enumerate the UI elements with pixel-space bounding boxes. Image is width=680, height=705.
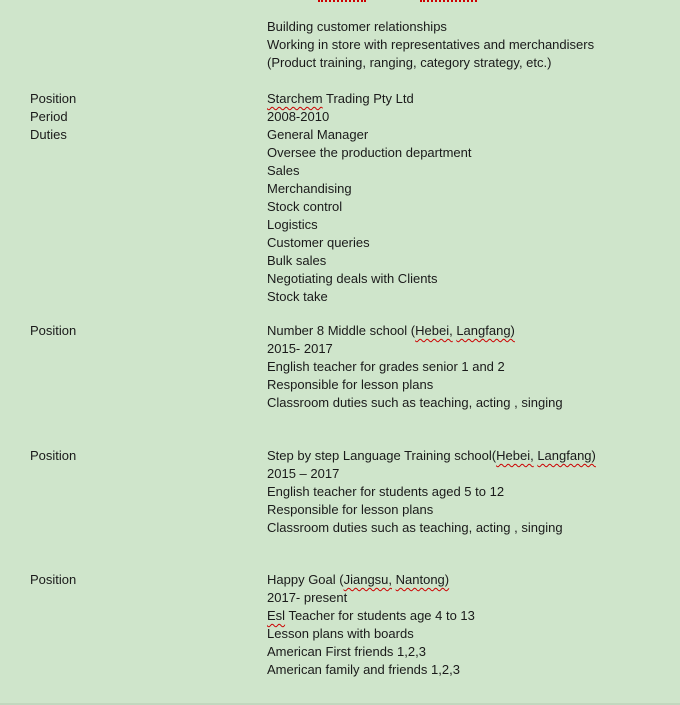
label-spacer: [0, 661, 267, 679]
duty-text: Working in store with representatives and merchandisers: [267, 37, 595, 52]
label-spacer: [0, 270, 267, 288]
resume-line: [0, 376, 680, 394]
duty-text: Responsible for lesson plans: [267, 502, 434, 517]
company-name: [267, 90, 414, 108]
misspelled-word: Langfang): [537, 448, 596, 463]
resume-line: [0, 643, 680, 661]
section-duties-continuation: [0, 18, 680, 72]
duty-text: Negotiating deals with Clients: [267, 271, 438, 286]
resume-line: [0, 288, 680, 306]
label-spacer: [0, 501, 267, 519]
label-spacer: [0, 234, 267, 252]
duty-text: Responsible for lesson plans: [267, 377, 434, 392]
period-text: 2017- present: [267, 590, 348, 605]
section-starchem-trading: [0, 90, 680, 306]
resume-line: [0, 234, 680, 252]
resume-line: [0, 340, 680, 358]
field-label-position: Position: [30, 448, 77, 463]
field-label-position: Position: [30, 91, 77, 106]
duty-text: Stock control: [267, 199, 343, 214]
resume-line: [0, 126, 680, 144]
resume-line: [0, 501, 680, 519]
school-name-text: Step by step Language Training school(: [267, 448, 497, 463]
section-number8-middle-school: [0, 322, 680, 412]
label-spacer: [0, 288, 267, 306]
field-label-position: Position: [30, 323, 77, 338]
resume-line: [0, 18, 680, 36]
resume-line: [0, 108, 680, 126]
duty-text: English teacher for students aged 5 to 12: [267, 484, 505, 499]
label-spacer: [0, 519, 267, 537]
misspelled-word: Jiangsu,: [343, 572, 393, 587]
misspelled-word: Starchem: [267, 91, 323, 106]
duty-text: English teacher for grades senior 1 and 2: [267, 359, 505, 374]
resume-line: [0, 216, 680, 234]
section-happy-goal: [0, 571, 680, 679]
duty-text: Logistics: [267, 217, 318, 232]
resume-line: [0, 54, 680, 72]
duty-text: Bulk sales: [267, 253, 327, 268]
company-name-rest: Trading Pty Ltd: [322, 91, 414, 106]
job-title: General Manager: [267, 127, 369, 142]
resume-line: [0, 465, 680, 483]
duty-text: Sales: [267, 163, 300, 178]
school-name-text: Happy Goal (: [267, 572, 344, 587]
label-spacer: [0, 394, 267, 412]
duty-text: Merchandising: [267, 181, 352, 196]
resume-line: [0, 607, 680, 625]
spellcheck-squiggle-fragment: [420, 0, 477, 2]
duty-text: Lesson plans with boards: [267, 626, 414, 641]
resume-line: [0, 571, 680, 589]
label-spacer: [0, 216, 267, 234]
resume-line: [0, 519, 680, 537]
school-name-text: Number 8 Middle school (: [267, 323, 416, 338]
job-title: [267, 607, 475, 625]
resume-line: [0, 483, 680, 501]
resume-line: [0, 252, 680, 270]
resume-line: [0, 394, 680, 412]
label-spacer: [0, 198, 267, 216]
duty-text: Stock take: [267, 289, 328, 304]
duty-text: American First friends 1,2,3: [267, 644, 426, 659]
resume-line: [0, 198, 680, 216]
label-spacer: [0, 180, 267, 198]
label-spacer: [0, 54, 267, 72]
label-spacer: [0, 643, 267, 661]
school-name: [267, 322, 515, 340]
field-label-period: Period: [30, 109, 68, 124]
duty-text: Classroom duties such as teaching, acting , singing: [267, 395, 563, 410]
resume-line: [0, 270, 680, 288]
period-text: 2015 – 2017: [267, 466, 340, 481]
label-spacer: [0, 18, 267, 36]
label-spacer: [0, 625, 267, 643]
label-spacer: [0, 483, 267, 501]
period-text: 2008-2010: [267, 109, 330, 124]
misspelled-word: Hebei,: [415, 323, 453, 338]
misspelled-word: Nantong): [395, 572, 450, 587]
resume-line: [0, 447, 680, 465]
spellcheck-squiggle-fragment: [318, 0, 366, 2]
label-spacer: [0, 36, 267, 54]
misspelled-word: Langfang): [456, 323, 515, 338]
label-spacer: [0, 252, 267, 270]
resume-line: [0, 90, 680, 108]
field-label-duties: Duties: [30, 127, 67, 142]
resume-line: [0, 358, 680, 376]
section-step-by-step-school: [0, 447, 680, 537]
resume-line: [0, 589, 680, 607]
label-spacer: [0, 465, 267, 483]
resume-line: [0, 162, 680, 180]
label-spacer: [0, 607, 267, 625]
label-spacer: [0, 162, 267, 180]
job-title-rest: Teacher for students age 4 to 13: [285, 608, 475, 623]
duty-text: American family and friends 1,2,3: [267, 662, 460, 677]
misspelled-word: Esl: [267, 608, 286, 623]
resume-line: [0, 661, 680, 679]
period-text: 2015- 2017: [267, 341, 333, 356]
resume-line: [0, 625, 680, 643]
duty-text: Oversee the production department: [267, 145, 472, 160]
field-label-position: Position: [30, 572, 77, 587]
duty-text: Building customer relationships: [267, 19, 447, 34]
resume-line: [0, 322, 680, 340]
duty-text: Customer queries: [267, 235, 370, 250]
school-name: [267, 571, 449, 589]
label-spacer: [0, 358, 267, 376]
resume-line: [0, 36, 680, 54]
label-spacer: [0, 340, 267, 358]
school-name: [267, 447, 596, 465]
resume-line: [0, 180, 680, 198]
label-spacer: [0, 376, 267, 394]
misspelled-word: Hebei,: [496, 448, 534, 463]
duty-text: Classroom duties such as teaching, acting , singing: [267, 520, 563, 535]
resume-line: [0, 144, 680, 162]
label-spacer: [0, 144, 267, 162]
duty-text: (Product training, ranging, category strategy, etc.): [267, 55, 552, 70]
label-spacer: [0, 589, 267, 607]
